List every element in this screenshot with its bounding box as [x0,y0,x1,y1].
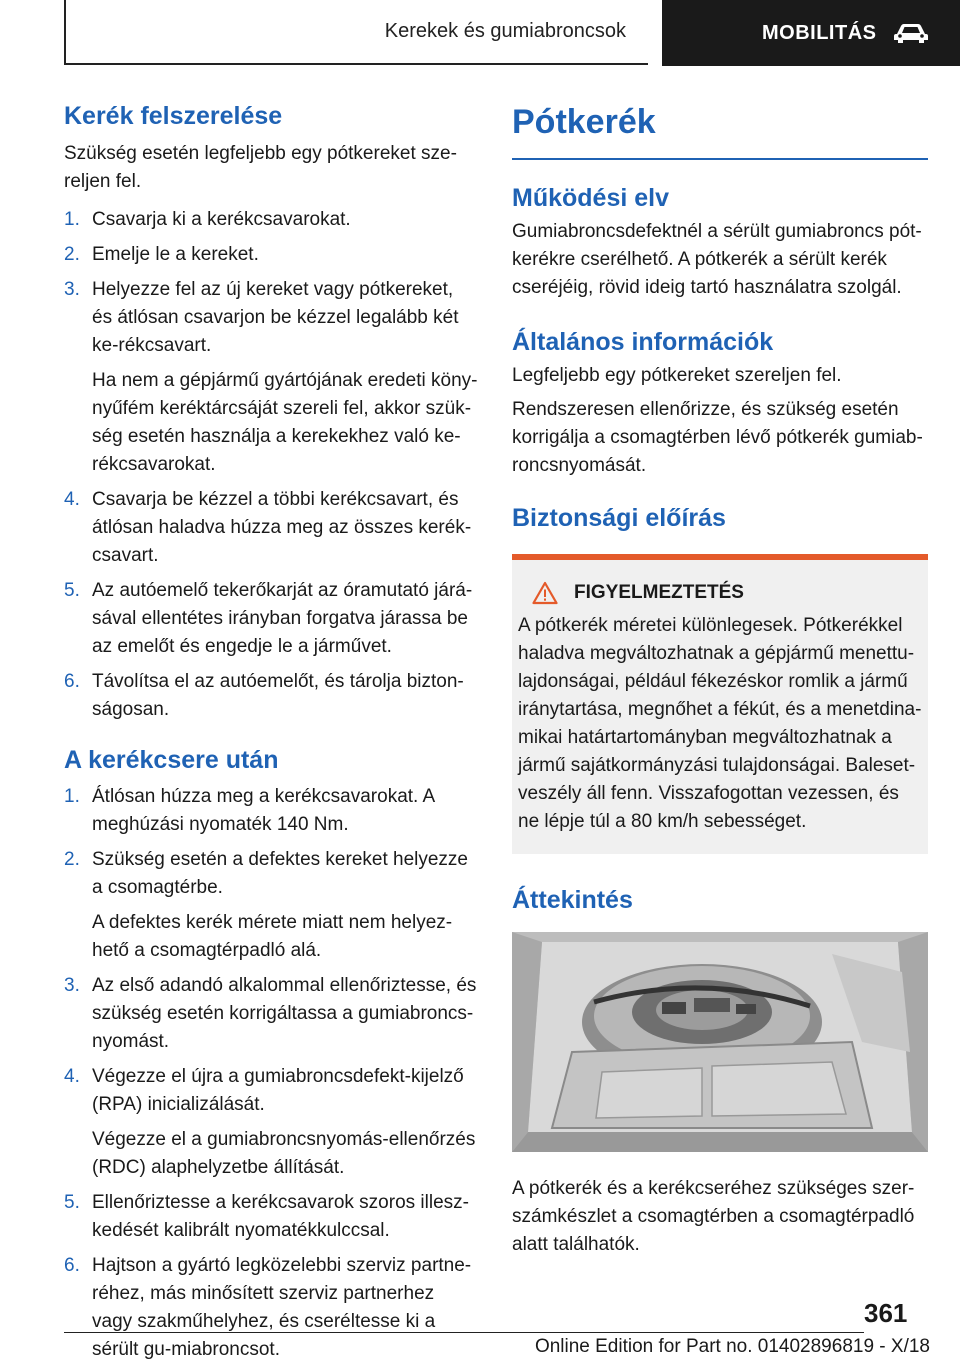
section-title-principle: Működési elv [512,184,669,212]
header-rule-bottom [64,63,648,65]
car-icon [893,22,929,44]
mounting-steps-list [64,206,478,724]
page-number: 361 [864,1298,908,1328]
principle-paragraph: Gumiabroncsdefektnél a sérült gumiabroncs pót-kerékre cserélhető. A pótkerék a sérült kerék cseréjéig, rövid ideig tartó használatra szolgál. [512,221,922,298]
section-title-after-change: A kerékcsere után [64,746,279,774]
list-item: 2. Emelje le a kereket. [64,244,259,265]
list-item: 5. Az autóemelő tekerőkarját az óramutató járá-sával ellentétes irányban forgatva járassa be az emelőt és engedje le a járművet. [64,580,473,657]
warning-heading [518,580,922,606]
section-title-general-info: Általános információk [512,328,774,356]
list-item: 3. Az első adandó alkalommal ellenőriztesse, és szükség esetén korrigáltassa a gumiabroncs-nyomást. [64,975,477,1052]
warning-triangle-icon [532,581,558,605]
section-title-overview: Áttekintés [512,886,633,914]
photo-caption: A pótkerék és a kerékcseréhez szükséges szer-számkészlet a csomagtérben a csomagtérpadló alatt találhatók. [512,1178,915,1255]
general-paragraph-2: Rendszeresen ellenőrizze, és szükség esetén korrigálja a csomagtérben lévő pótkerék gumiab-roncsnyomását. [512,399,923,476]
footer-rule [64,1332,864,1333]
section-title-wheel-mounting: Kerék felszerelése [64,102,283,130]
general-paragraph-1: Legfeljebb egy pótkereket szereljen fel. [512,365,842,386]
warning-text: A pótkerék méretei különlegesek. Pótkerékkel haladva megváltozhatnak a gépjármű menettu-lajdonságai, például fékezéskor romlik a jármű iránytartása, megnőhet a fékút, és a menetdina-mikai határtartományban megváltozhatnak a jármű sajátkormányzási tulajdonságai. Baleset-veszély áll fenn. Visszafogottan vezessen, és ne lépje túl a 80 km/h sebességet. [518,615,922,832]
list-item: 1. Csavarja ki a kerékcsavarokat. [64,209,351,230]
list-item-note: Végezze el a gumiabroncsnyomás-ellenőrzés (RDC) alaphelyzetbe állítását. [92,1129,476,1178]
list-item-note: A defektes kerék mérete miatt nem helyez-hető a csomagtérpadló alá. [92,912,453,961]
title-rule [512,158,928,160]
list-item: 3. Helyezze fel az új kereket vagy pótkereket, és átlósan csavarjon be kézzel legalább két ke-rékcsavart. Ha nem a gépjármű gyártójának eredeti köny-nyűfém keréktárcsáját szereli fel, akkor szük-ség esetén használja a kerekekhez való ke-rékcsavarokat. [64,276,478,479]
spare-wheel-photo [512,932,928,1152]
section-title-safety: Biztonsági előírás [512,504,726,532]
left-column [64,100,478,1362]
after-change-steps-list [64,783,478,1362]
list-item: 5. Ellenőriztesse a kerékcsavarok szoros illesz-kedését kalibrált nyomatékkulccsal. [64,1192,469,1241]
list-item: 6. Távolítsa el az autóemelőt, és tárolja bizton-ságosan. [64,671,464,720]
warning-title: FIGYELMEZTETÉS [574,582,744,603]
right-column [512,100,928,1259]
warning-box [512,554,928,854]
list-item: 4. Végezze el újra a gumiabroncsdefekt-kijelző (RPA) inicializálását. Végezze el a gumiabroncsnyomás-ellenőrzés (RDC) alaphelyzetbe állítását. [64,1063,478,1182]
intro-paragraph: Szükség esetén legfeljebb egy pótkereket sze-reljen fel. [64,143,457,192]
list-item: 2. Szükség esetén a defektes kereket helyezze a csomagtérbe. A defektes kerék mérete miatt nem helyez-hető a csomagtérpadló alá. [64,846,478,965]
header-chapter-label: MOBILITÁS [762,21,877,44]
footer-edition: Online Edition for Part no. 01402896819 - X/18 [534,1336,930,1357]
header-chapter-tab [662,0,960,66]
list-item: 1. Átlósan húzza meg a kerékcsavarokat. A meghúzási nyomaték 140 Nm. [64,786,435,835]
page-title: Pótkerék [512,103,656,141]
header-section-title: Kerekek és gumiabroncsok [384,20,626,42]
list-item-note: Ha nem a gépjármű gyártójának eredeti köny-nyűfém keréktárcsáját szereli fel, akkor szük-ség esetén használja a kerekekhez való ke-rékcsavarokat. [92,370,478,475]
list-item: 4. Csavarja be kézzel a többi kerékcsavart, és átlósan haladva húzza meg az összes kerék-csavart. [64,489,472,566]
list-item: 6. Hajtson a gyártó legközelebbi szerviz partne-réhez, más minősített szerviz partnerhez vagy szakműhelyhez, és cseréltesse ki a sérült gu-miabroncsot. [64,1255,472,1360]
